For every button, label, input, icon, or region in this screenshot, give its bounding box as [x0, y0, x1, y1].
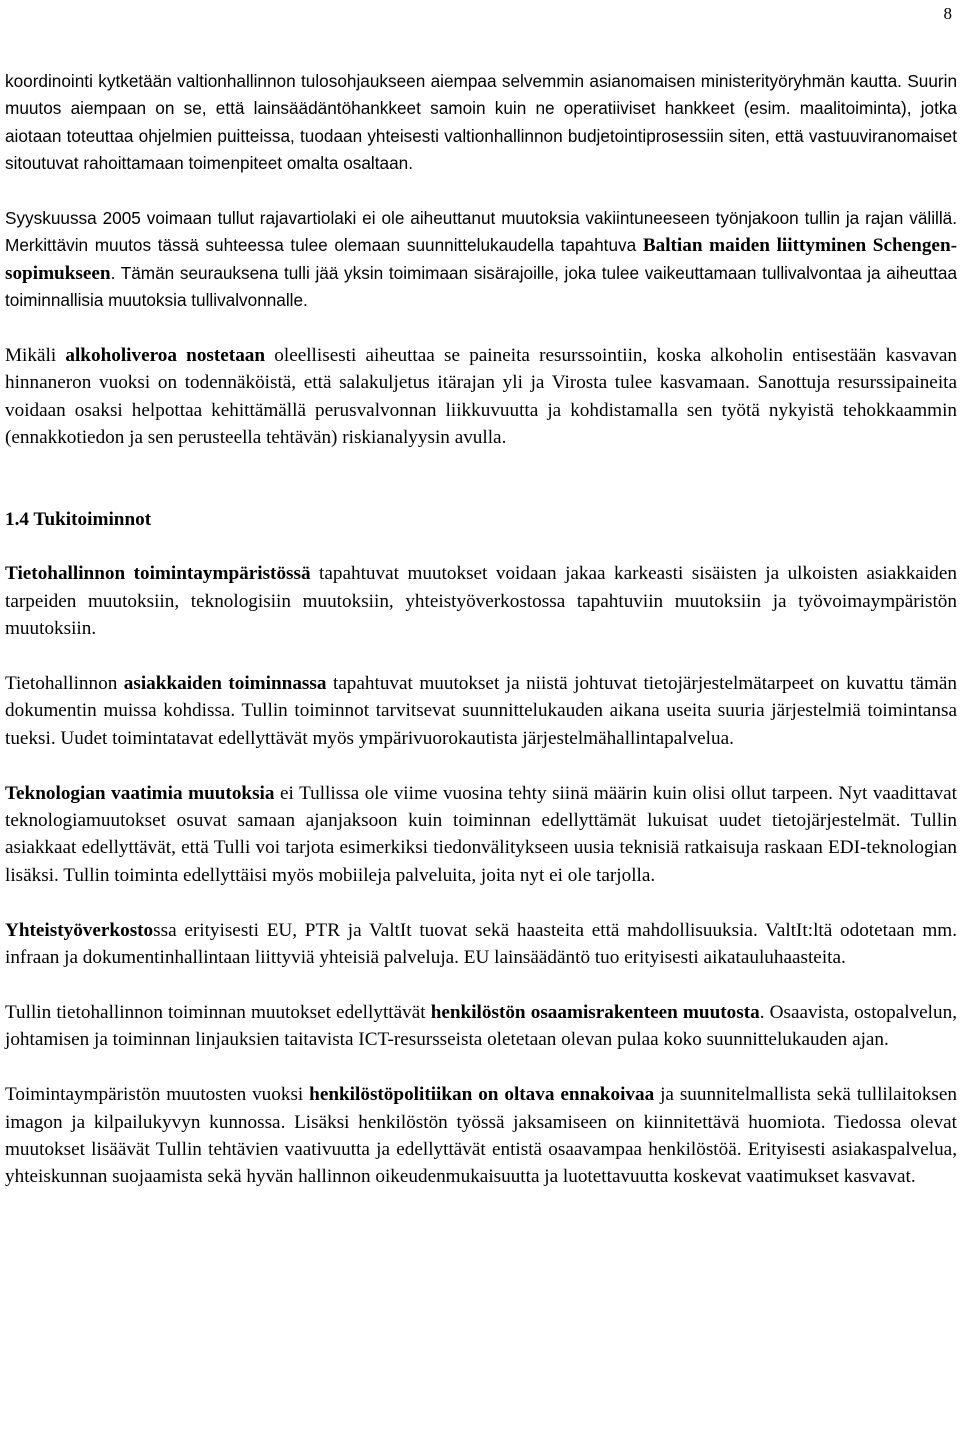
bold-phrase: henkilöstöpolitiikan on oltava ennakoivaa: [309, 1084, 655, 1106]
paragraph-border-guard-act: [5, 205, 957, 315]
bold-phrase: henkilöstön osaamisrakenteen muutosta: [430, 1001, 760, 1023]
paragraph-technology-changes: [5, 780, 957, 890]
paragraph-text: . Tämän seurauksena tulli jää yksin toimimaan sisärajoille, joka tulee vaikeuttamaan tullivalvontaa ja aiheuttaa toiminnallisia muutoksia tullivalvonnalle.: [5, 262, 957, 311]
paragraph-text: ei Tullissa ole viime vuosina tehty siinä määrin kuin olisi ollut tarpeen. Nyt vaadittavat teknologiamuutokset osuvat samaan ajanjaksoon kuin toiminnan edellyttämät lukuisat uudet tietojärjestelmät. Tullin asiakkaat edellyttävät, että Tulli voi tarjota esimerkiksi tiedonvälitykseen uusia teknisiä ratkaisuja raskaan EDI-teknologian lisäksi. Tullin toiminta edellyttäisi myös mobiileja palveluita, joita nyt ei ole tarjolla.: [5, 782, 957, 886]
bold-phrase: alkoholiveroa nostetaan: [65, 345, 266, 367]
paragraph-text: Mikäli: [5, 345, 66, 367]
paragraph-personnel-policy: [5, 1081, 957, 1191]
paragraph-staff-competence: [5, 999, 957, 1054]
paragraph-text: Tietohallinnon: [5, 673, 124, 695]
paragraph-customer-operations: [5, 670, 957, 752]
paragraph-text: koordinointi kytketään valtionhallinnon tulosohjaukseen aiempaa selvemmin asianomaisen ministerityöryhmän kautta. Suurin muutos aiempaan on se, että lainsäädäntöhankkeet samoin kuin ne operatiiviset hankkeet (esim. maalitoiminta), jotka aiotaan toteuttaa ohjelmien puitteissa, tuodaan yhteisesti valtionhallinnon budjetointiprosessiin siten, että vastuuviranomaiset sitoutuvat rahoittamaan toimenpiteet omalta osaltaan.: [5, 71, 957, 174]
bold-phrase: Teknologian vaatimia muutoksia: [5, 782, 275, 804]
paragraph-text: Syyskuussa 2005 voimaan tullut rajavartiolaki ei ole aiheuttanut muutoksia vakiintuneeseen työnjakoon tullin ja rajan välillä. Merkittävin muutos tässä suhteessa tulee olemaan suunnittelukaudella tapahtuva: [5, 208, 957, 256]
paragraph-text: tapahtuvat muutokset voidaan jakaa karkeasti sisäisten ja ulkoisten asiakkaiden tarpeiden muutoksiin, teknologisiin muutoksiin, yhteistyöverkostossa tapahtuviin muutoksiin ja työvoimaympäristön muutoksiin.: [5, 563, 957, 640]
paragraph-text: Toimintaympäristön muutosten vuoksi: [5, 1084, 310, 1106]
paragraph-cooperation-network: [5, 917, 957, 972]
paragraph-text: ja suunnitelmallista sekä tullilaitoksen imagon ja kilpailukyvyn kunnossa. Lisäksi henkilöstön työssä jaksamiseen on kiinnitettävä huomiota. Tiedossa olevat muutokset lisäävät Tullin tehtävien vaativuutta ja edellyttävät entistä osaavampaa henkilöstöä. Erityisesti asiakaspalvelua, yhteiskunnan suojaamista sekä hyvän hallinnon oikeudenmukaisuutta ja luotettavuutta koskevat vaatimukset kasvavat.: [5, 1084, 958, 1188]
paragraph-text: Tullin tietohallinnon toiminnan muutokset edellyttävät: [5, 1001, 431, 1023]
page-number: 8: [943, 4, 952, 23]
paragraph-text: oleellisesti aiheuttaa se paineita resurssointiin, koska alkoholin entisestään kasvavan hinnaneron vuoksi on todennäköistä, että salakuljetus itärajan yli ja Virosta tulee kasvamaan. Sanottuja resurssipaineita voidaan osaksi helpottaa kehittämällä perusvalvonnan liikkuvuutta ja kohdistamalla sen työtä nykyistä tehokkaammin (ennakkotiedon ja sen perusteella tehtävän) riskianalyysin avulla.: [5, 345, 957, 449]
paragraph-it-environment: [5, 560, 957, 642]
section-heading: 1.4 Tukitoiminnot: [5, 508, 152, 530]
document-body: [5, 68, 957, 1191]
bold-phrase: Baltian maiden liittyminen Schengen-sopimukseen: [5, 235, 958, 284]
bold-phrase: Yhteistyöverkosto: [5, 919, 154, 941]
paragraph-text: ssa erityisesti EU, PTR ja ValtIt tuovat sekä haasteita että mahdollisuuksia. ValtIt:ltä odotetaan mm. infraan ja dokumentinhallintaan liittyviä yhteisiä palveluja. EU lainsäädäntö tuo erityisesti aikatauluhaasteita.: [5, 919, 957, 969]
paragraph-text: . Osaavista, ostopalvelun, johtamisen ja toiminnan linjauksien taitavista ICT-resursseista oletetaan olevan pulaa koko suunnittelukauden ajan.: [5, 1001, 957, 1051]
bold-phrase: Tietohallinnon toimintaympäristössä: [5, 563, 311, 585]
paragraph-program-coordination: [5, 68, 957, 178]
paragraph-alcohol-tax: [5, 342, 957, 452]
paragraph-text: tapahtuvat muutokset ja niistä johtuvat tietojärjestelmätarpeet on kuvattu tämän dokumentin muissa kohdissa. Tullin toiminnot tarvitsevat suunnittelukauden aikana useita suuria järjestelmiä toimintansa tueksi. Uudet toimintatavat edellyttävät myös ympärivuorokautista järjestelmähallintapalvelua.: [5, 673, 957, 749]
bold-phrase: asiakkaiden toiminnassa: [123, 673, 327, 695]
